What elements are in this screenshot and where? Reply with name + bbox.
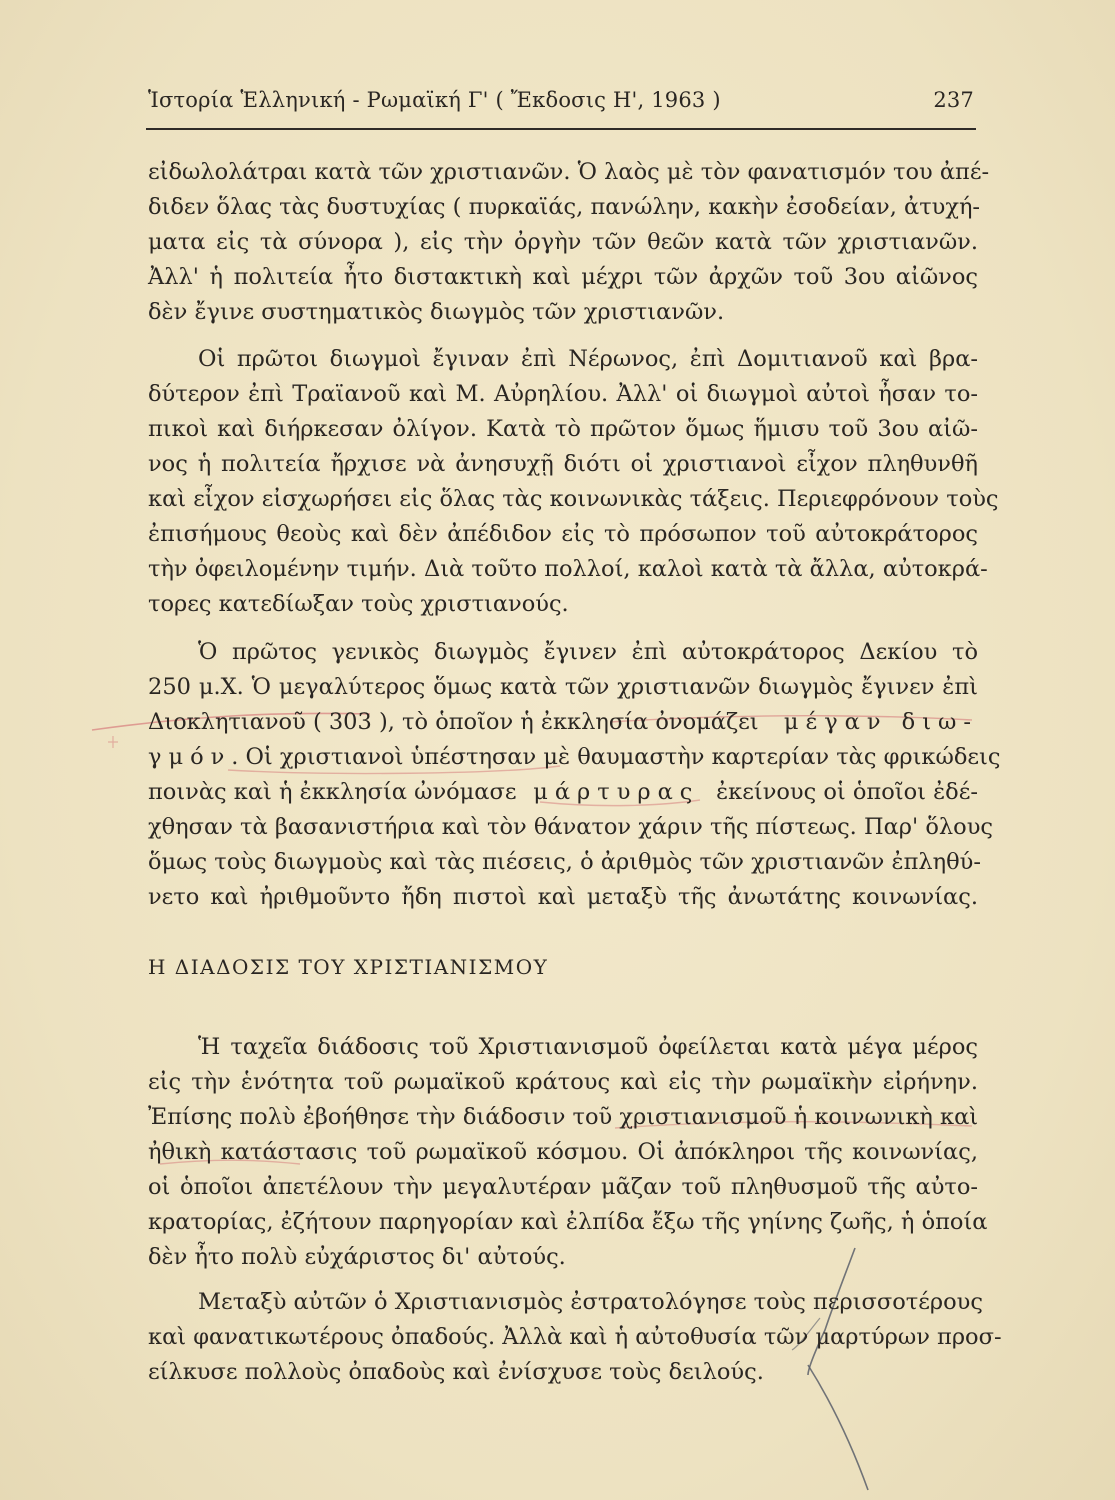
text-line: Ἐπίσης πολὺ ἐβοήθησε τὴν διάδοσιν τοῦ χριστιανισμοῦ ἡ κοινωνικὴ καὶ — [148, 1104, 979, 1130]
text-line: ματα εἰς τὰ σύνορα ), εἰς τὴν ὀργὴν τῶν θεῶν κατὰ τῶν χριστιανῶν. — [148, 229, 978, 255]
section-paragraph-2 — [148, 1285, 1002, 1390]
text-line: νετο καὶ ἠριθμοῦντο ἤδη πιστοὶ καὶ μεταξὺ τῆς ἀνωτάτης κοινωνίας. — [148, 884, 978, 910]
text-line — [148, 740, 1001, 775]
page-number: 237 — [933, 88, 974, 112]
text-line — [148, 775, 978, 810]
paragraph-1 — [148, 155, 990, 330]
header-rule — [146, 128, 976, 130]
paragraph-3 — [148, 635, 1001, 915]
section-heading: Η ΔΙΑΔΟΣΙΣ ΤΟΥ ΧΡΙΣΤΙΑΝΙΣΜΟΥ — [148, 955, 549, 979]
text-span: Διοκλητιανοῦ ( 303 ), τὸ ὁποῖον ἡ ἐκκλησία ὀνομάζει — [148, 709, 759, 735]
text-span: ποινὰς καὶ ἡ ἐκκλησία ὠνόμασε — [148, 779, 517, 805]
text-line: ἠθικὴ κατάστασις τοῦ ρωμαϊκοῦ κόσμου. Οἱ ἀπόκληροι τῆς κοινωνίας, — [148, 1139, 978, 1165]
text-line: πικοὶ καὶ διήρκεσαν ὀλίγον. Κατὰ τὸ πρῶτον ὅμως ἥμισυ τοῦ 3ου αἰῶ- — [148, 416, 978, 442]
text-line: δύτερον ἐπὶ Τραϊανοῦ καὶ Μ. Αὐρηλίου. Ἀλλ' οἱ διωγμοὶ αὐτοὶ ἦσαν το- — [148, 381, 978, 407]
text-line: χθησαν τὰ βασανιστήρια καὶ τὸν θάνατον χάριν τῆς πίστεως. Παρ' ὅλους — [148, 814, 993, 840]
text-line: Οἱ πρῶτοι διωγμοὶ ἔγιναν ἐπὶ Νέρωνος, ἐπὶ Δομιτιανοῦ καὶ βρα- — [198, 346, 978, 372]
header-title: Ἱστορία Ἑλληνική - Ρωμαϊκή Γ' ( Ἔκδοσις Η', 1963 ) — [148, 88, 721, 112]
text-line: Ἡ ταχεῖα διάδοσις τοῦ Χριστιανισμοῦ ὀφείλεται κατὰ μέγα μέρος — [198, 1034, 978, 1060]
text-line — [148, 705, 978, 740]
text-line: τὴν ὀφειλομένην τιμήν. Διὰ τοῦτο πολλοί, καλοὶ κατὰ τὰ ἄλλα, αὐτοκρά- — [148, 556, 988, 582]
text-line: νος ἡ πολιτεία ἤρχισε νὰ ἀνησυχῇ διότι οἱ χριστιανοὶ εἶχον πληθυνθῆ — [148, 451, 978, 477]
text-line: εἰδωλολάτραι κατὰ τῶν χριστιανῶν. Ὁ λαὸς μὲ τὸν φανατισμόν του ἀπέ- — [148, 159, 990, 185]
margin-tick — [108, 736, 118, 748]
spaced-emphasis: μάρτυρας — [533, 779, 700, 805]
text-line: ὅμως τοὺς διωγμοὺς καὶ τὰς πιέσεις, ὁ ἀριθμὸς τῶν χριστιανῶν ἐπληθύ- — [148, 849, 981, 875]
text-line: δὲν ἦτο πολὺ εὐχάριστος δι' αὐτούς. — [148, 1244, 566, 1270]
text-span: Οἱ χριστιανοὶ ὑπέστησαν μὲ θαυμαστὴν καρτερίαν τὰς φρικώδεις — [245, 744, 1001, 770]
section-paragraph-1 — [148, 1030, 988, 1275]
text-span: ἐκείνους οἱ ὁποῖοι ἐδέ- — [716, 779, 978, 805]
text-line: οἱ ὁποῖοι ἀπετέλουν τὴν μεγαλυτέραν μᾶζαν τοῦ πληθυσμοῦ τῆς αὐτο- — [148, 1174, 978, 1200]
text-line: διδεν ὅλας τὰς δυστυχίας ( πυρκαϊάς, πανώλην, κακὴν ἐσοδείαν, ἀτυχή- — [148, 194, 981, 220]
paragraph-2 — [148, 342, 999, 622]
text-line: Μεταξὺ αὐτῶν ὁ Χριστιανισμὸς ἐστρατολόγησε τοὺς περισσοτέρους — [198, 1289, 983, 1315]
text-line: τορες κατεδίωξαν τοὺς χριστιανούς. — [148, 591, 569, 617]
text-line: Ἀλλ' ἡ πολιτεία ἦτο διστακτικὴ καὶ μέχρι τῶν ἀρχῶν τοῦ 3ου αἰῶνος — [148, 264, 978, 290]
text-line: δὲν ἔγινε συστηματικὸς διωγμὸς τῶν χριστιανῶν. — [148, 299, 725, 325]
running-header — [148, 88, 974, 112]
text-line: κρατορίας, ἐζήτουν παρηγορίαν καὶ ἐλπίδα ἔξω τῆς γηίνης ζωῆς, ἡ ὁποία — [148, 1209, 988, 1235]
text-line: καὶ εἶχον εἰσχωρήσει εἰς ὅλας τὰς κοινωνικὰς τάξεις. Περιεφρόνουν τοὺς — [148, 486, 999, 512]
spaced-emphasis: γμόν. — [148, 744, 246, 770]
spaced-emphasis: μέγαν διω- — [783, 709, 978, 735]
text-line: είλκυσε πολλοὺς ὀπαδοὺς καὶ ἐνίσχυσε τοὺς δειλούς. — [148, 1359, 764, 1385]
text-line: 250 μ.Χ. Ὁ μεγαλύτερος ὅμως κατὰ τῶν χριστιανῶν διωγμὸς ἔγινεν ἐπὶ — [148, 674, 978, 700]
text-line: καὶ φανατικωτέρους ὀπαδούς. Ἀλλὰ καὶ ἡ αὐτοθυσία τῶν μαρτύρων προσ- — [148, 1324, 1002, 1350]
text-line: εἰς τὴν ἑνότητα τοῦ ρωμαϊκοῦ κράτους καὶ εἰς τὴν ρωμαϊκὴν εἰρήνην. — [148, 1069, 978, 1095]
text-line: ἐπισήμους θεοὺς καὶ δὲν ἀπέδιδον εἰς τὸ πρόσωπον τοῦ αὐτοκράτορος — [148, 521, 978, 547]
text-line: Ὁ πρῶτος γενικὸς διωγμὸς ἔγινεν ἐπὶ αὐτοκράτορος Δεκίου τὸ — [198, 639, 978, 665]
